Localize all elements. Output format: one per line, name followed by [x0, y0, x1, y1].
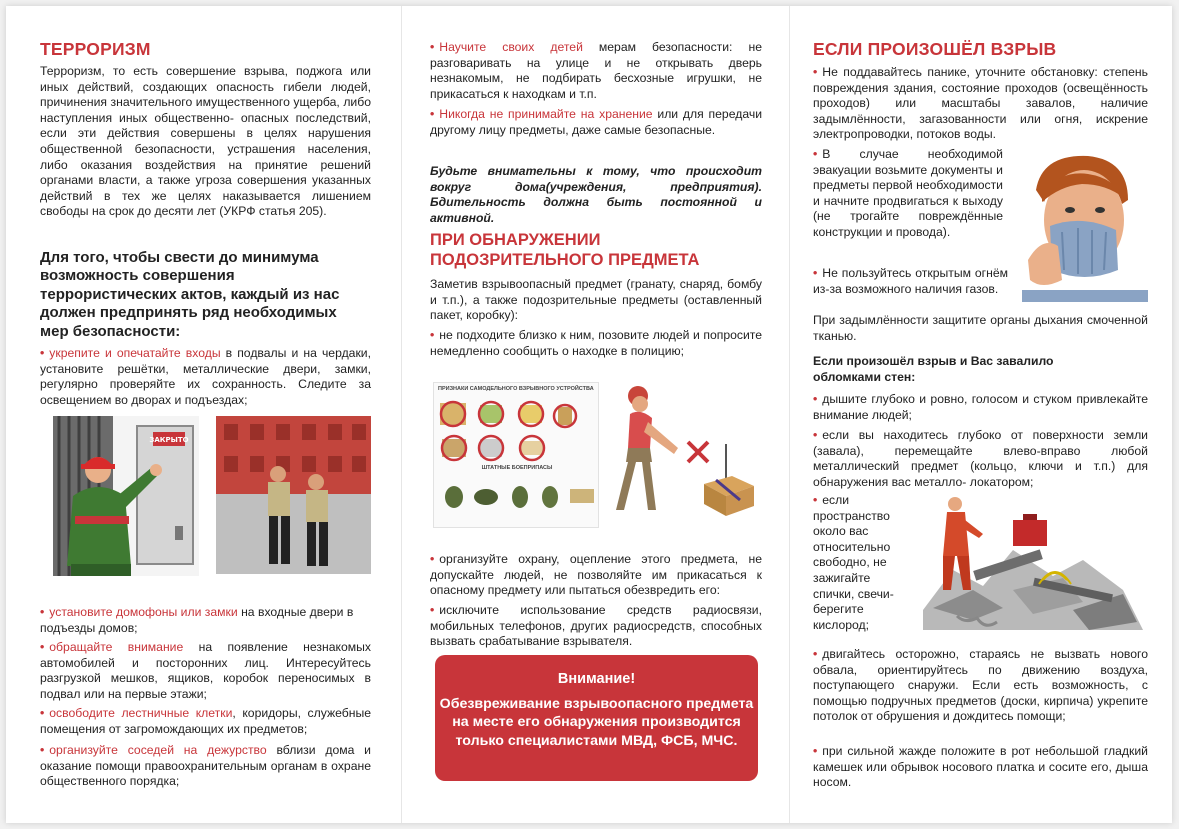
list-item: • дышите глубоко и ровно, голосом и стуком привлекайте внимание людей;	[813, 392, 1148, 422]
list-item: • если вы находитесь глубоко от поверхности земли (завала), перемещайте влево-вправо любой металлический предмет (кольцо, ключи и т.п.) для обнаружения вас металло- локатором;	[813, 428, 1148, 489]
bullet-icon: •	[430, 107, 435, 121]
suspicious-object-title: ПРИ ОБНАРУЖЕНИИ ПОДОЗРИТЕЛЬНОГО ПРЕДМЕТА	[430, 231, 700, 269]
safety-measures-lead: Для того, чтобы свести до минимума возможность совершения террористических актов, каждый из нас должен предпринять ряд необходимых мер безопасности:	[40, 249, 340, 340]
bullet-icon: •	[40, 605, 45, 619]
list-item: • организуйте охрану, оцепление этого предмета, не допускайте людей, не позволяйте им прикасаться к опасному предмету или пытаться обезвредить его:	[430, 552, 762, 598]
terrorism-title: ТЕРРОРИЗМ	[40, 39, 151, 59]
bullet-icon: •	[40, 640, 45, 654]
column-terrorism	[40, 6, 371, 823]
bullet-icon: •	[813, 266, 818, 280]
fold-line	[401, 6, 402, 823]
bullet-icon: •	[430, 603, 435, 617]
list-item: • обращайте внимание на появление незнакомых автомобилей и посторонних лиц. Интересуйтесь разгрузкой мешков, ящиков, коробок переносимых в подвал или на первые этажи;	[40, 640, 371, 701]
bullet-icon: •	[813, 744, 818, 758]
list-item: • при сильной жажде положите в рот небольшой гладкий камешек или обрывок носового платка и сосите его, дыша носом.	[813, 744, 1148, 790]
explosion-title: ЕСЛИ ПРОИЗОШЁЛ ВЗРЫВ	[813, 39, 1057, 59]
poster-title: ПРИЗНАКИ САМОДЕЛЬНОГО ВЗРЫВНОГО УСТРОЙСТВА	[438, 386, 594, 392]
door-sign-text: ЗАКРЫТО	[149, 436, 189, 444]
list-item: • не подходите близко к ним, позовите людей и попросите немедленно сообщить о находке в полицию;	[430, 328, 762, 358]
terrorism-definition: Терроризм, то есть совершение взрыва, поджога или иных действий, создающих опасность гибели людей, причинения значительного имущественного ущерба, либо наступления иных общественно- опасных последствий, если эти действия совершены в целях нарушения общественной безопасности, устрашения населения, либо оказания воздействия на принятие решений органами власти, а также угроза совершения указанных действий в тех же целях наказывается лишением свободы на срок до десяти лет (УКРФ статья 205).	[40, 64, 371, 219]
bullet-icon: •	[813, 65, 818, 79]
list-item: • установите домофоны или замки на входные двери в подъезды домов;	[40, 605, 354, 635]
list-item: • двигайтесь осторожно, стараясь не вызвать нового обвала, ориентируйтесь по движению воздуха, поступающего снаружи. Если есть возможность, с помощью подручных предметов (доски, кирпича) укрепите потолок от обрушения и дождитесь помощи;	[813, 647, 1148, 724]
trapped-under-debris-lead: Если произошёл взрыв и Вас завалило обломками стен:	[813, 354, 1054, 384]
bullet-icon: •	[430, 40, 435, 54]
leaflet-sheet	[6, 6, 1172, 823]
bullet-icon: •	[430, 552, 435, 566]
list-item: • исключите использование средств радиосвязи, мобильных телефонов, других радиосредств, способных вызвать срабатывание взрывателя.	[430, 603, 762, 649]
bullet-icon: •	[40, 743, 45, 757]
smoke-protection-note: При задымлённости защитите органы дыхания смоченной тканью.	[813, 313, 1148, 343]
bullet-icon: •	[813, 647, 818, 661]
rescuer-rubble-illustration	[913, 490, 1148, 646]
bullet-icon: •	[813, 428, 818, 442]
worker-door-illustration	[53, 416, 199, 576]
list-item: • Не поддавайтесь панике, уточните обстановку: степень повреждения здания, состояние проходов (освещённость проходов) или масштабы завалов, наличие задымлённости, загазованности или огня, искрение электропроводки, потоков воды.	[813, 65, 1148, 142]
list-item: • Научите своих детей мерам безопасности: не разговаривать на улице и не открывать дверь незнакомым, не подбирать бесхозные игрушки, не прикасаться к находкам и т.п.	[430, 40, 762, 101]
bullet-icon: •	[430, 328, 435, 342]
vigilance-note: Будьте внимательны к тому, что происходит вокруг дома(учреждения, предприятия). Бдительность должна быть постоянной и активной.	[430, 164, 762, 225]
list-item: • организуйте соседей на дежурство вблизи дома и оказание помощи правоохранительным органам в охране общественного порядка;	[40, 743, 371, 789]
bullet-icon: •	[40, 706, 45, 720]
list-item: • Не пользуйтесь открытым огнём из-за возможного наличия газов.	[813, 266, 1008, 296]
bullet-icon: •	[813, 493, 818, 507]
list-item: • В случае необходимой эвакуации возьмите документы и предметы первой необходимости и начните продвигаться к выходу (не трогайте повреждённые конструкции и провода).	[813, 147, 1003, 239]
bullet-icon: •	[40, 346, 45, 360]
ied-signs-poster	[433, 382, 599, 528]
warning-box	[435, 655, 758, 781]
column-explosion	[813, 6, 1148, 823]
list-item: • освободите лестничные клетки, коридоры, служебные помещения от загромождающих их предметов;	[40, 706, 371, 736]
list-item: • укрепите и опечатайте входы в подвалы и на чердаки, установите решётки, металлические двери, замки, регулярно проверяйте их сохранность. Следите за освещением во дворах и подъездах;	[40, 346, 371, 407]
bullet-icon: •	[813, 392, 818, 406]
man-covering-face-illustration	[1022, 150, 1148, 302]
list-item: • Никогда не принимайте на хранение или для передачи другому лицу предметы, даже самые безопасные.	[430, 107, 763, 137]
suspicious-object-intro: Заметив взрывоопасный предмет (гранату, снаряд, бомбу и т.п.), а также подозрительные предметы (оставленный пакет, коробку):	[430, 277, 762, 323]
patrol-illustration	[216, 416, 371, 574]
warning-text: Обезвреживание взрывоопасного предмета на месте его обнаружения производится только специалистами МВД, ФСБ, МЧС.	[439, 696, 754, 749]
fold-line	[789, 6, 790, 823]
warning-title: Внимание!	[557, 671, 636, 687]
list-item: • если пространство около вас относительно свободно, не зажигайте спички, свечи- берегите кислород;	[813, 493, 894, 632]
woman-package-illustration	[604, 382, 762, 528]
poster-subtitle: ШТАТНЫЕ БОЕПРИПАСЫ	[481, 465, 553, 471]
bullet-icon: •	[813, 147, 818, 161]
column-suspicious-object	[430, 6, 762, 823]
